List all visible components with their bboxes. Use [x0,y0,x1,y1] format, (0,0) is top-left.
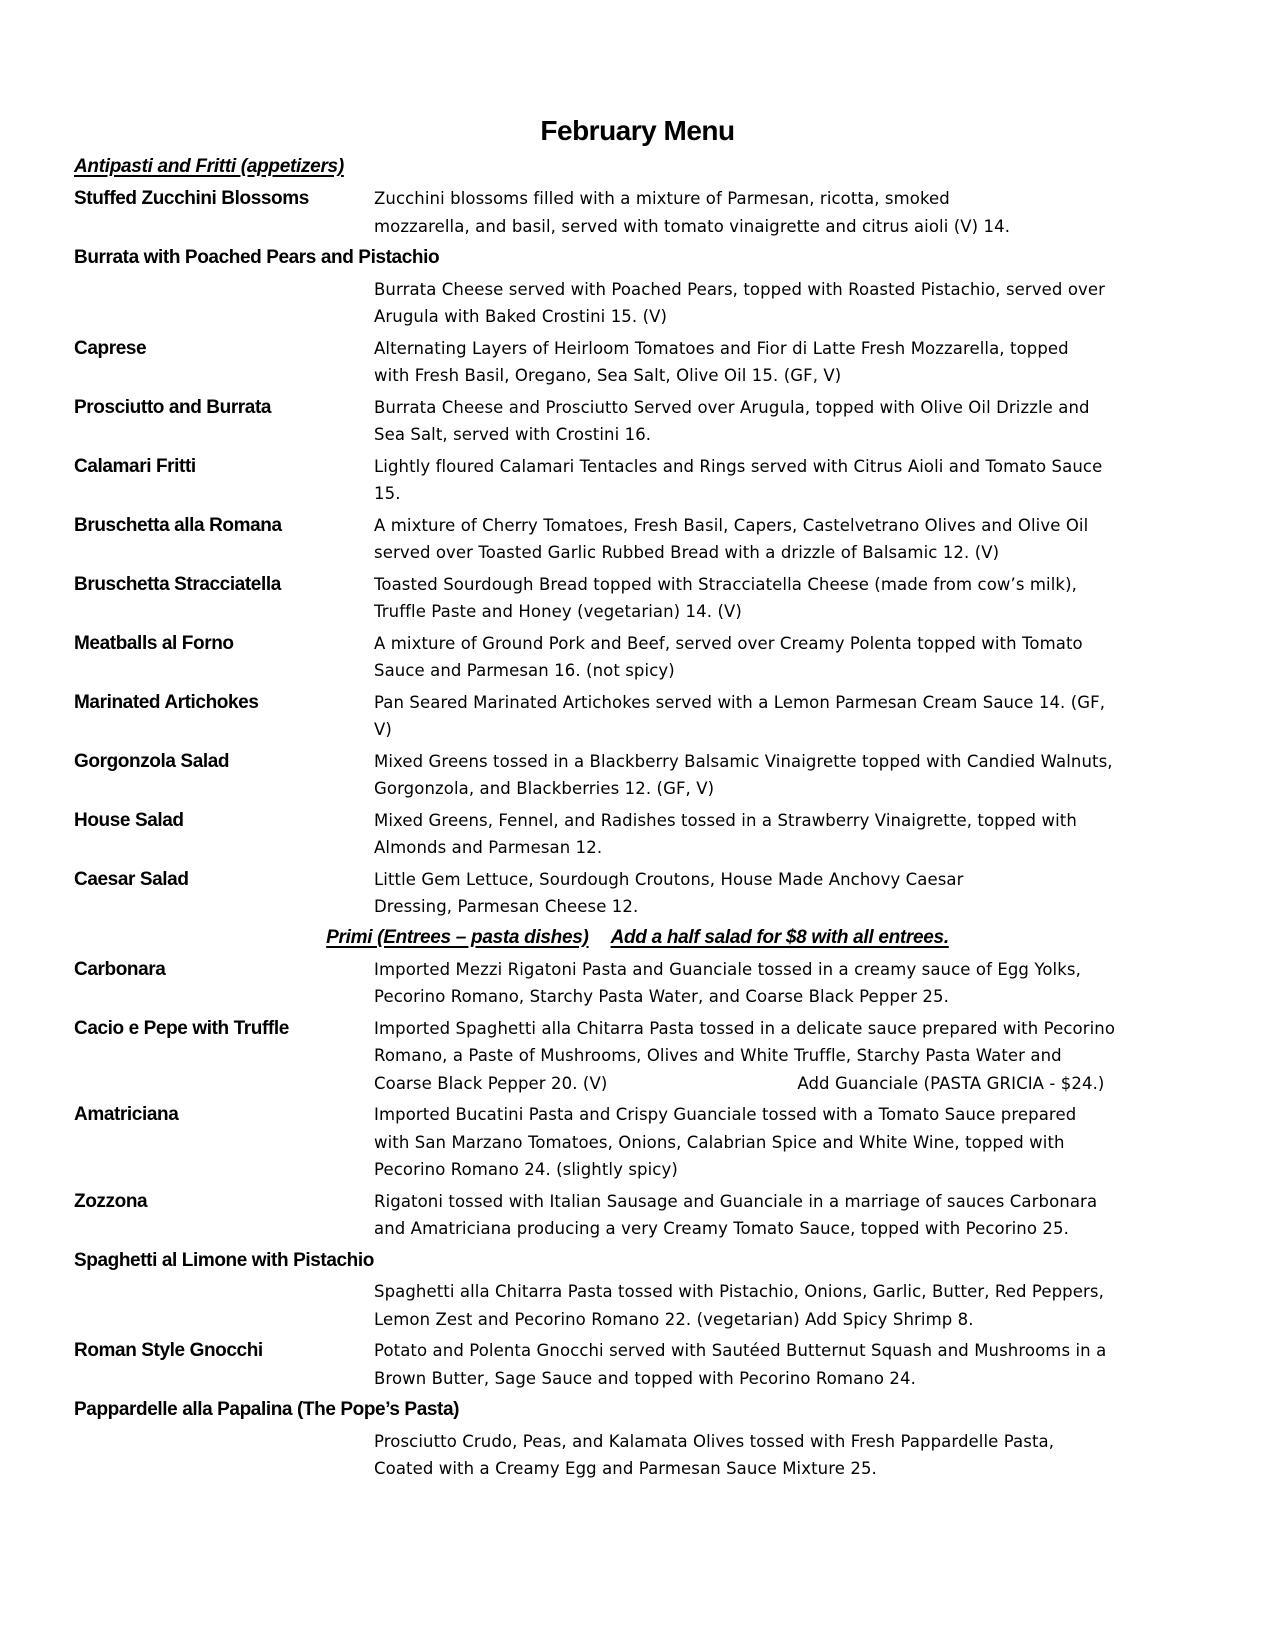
item-description [374,866,1204,921]
description-line: Toasted Sourdough Bread topped with Stracciatella Cheese (made from cow’s milk), [374,574,1077,594]
description-line: Truffle Paste and Honey (vegetarian) 14. (V) [374,602,742,621]
section-heading-antipasti: Antipasti and Fritti (appetizers) [74,156,344,177]
section-heading-primi [0,926,1275,950]
item-name: Bruschetta Stracciatella [74,573,281,595]
item-description [374,689,1204,744]
item-description [374,956,1204,1011]
description-line: Gorgonzola, and Blackberries 12. (GF, V) [374,779,715,798]
description-line: Pan Seared Marinated Artichokes served with a Lemon Parmesan Cream Sauce 14. (GF, [374,692,1106,712]
menu-item [74,512,1204,567]
item-description [374,748,1204,803]
description-line: Imported Mezzi Rigatoni Pasta and Guanciale tossed in a creamy sauce of Egg Yolks, [374,959,1081,979]
menu-item [74,1337,1204,1392]
menu-item [74,335,1204,390]
menu-item [74,1247,1204,1334]
item-description [374,1101,1204,1184]
item-name: Amatriciana [74,1104,179,1125]
description-line [374,1070,1204,1098]
item-name: Caprese [74,337,147,359]
description-line: Pecorino Romano 24. (slightly spicy) [374,1160,678,1179]
description-line: Lemon Zest and Pecorino Romano 22. (vegetarian) Add Spicy Shrimp 8. [374,1309,974,1329]
menu-item [74,807,1204,862]
menu-item [74,689,1204,744]
item-description [374,1188,1204,1243]
item-description [374,512,1204,567]
description-line: Imported Bucatini Pasta and Crispy Guanciale tossed with a Tomato Sauce prepared [374,1105,1077,1124]
description-line: Mixed Greens, Fennel, and Radishes tossed in a Strawberry Vinaigrette, topped with [374,810,1077,830]
item-description [374,1015,1204,1098]
item-description [374,335,1204,390]
item-description [374,1337,1204,1392]
menu-item [74,748,1204,803]
item-name: Marinated Artichokes [74,691,259,713]
description-line: with Fresh Basil, Oregano, Sea Salt, Olive Oil 15. (GF, V) [374,366,842,385]
add-on-note: Add Guanciale (PASTA GRICIA - $24.) [797,1073,1105,1093]
description-line: Sauce and Parmesan 16. (not spicy) [374,661,675,680]
item-description [374,571,1204,626]
description-line: Prosciutto Crudo, Peas, and Kalamata Olives tossed with Fresh Pappardelle Pasta, [374,1431,1055,1451]
item-description [374,1428,1204,1483]
description-line: served over Toasted Garlic Rubbed Bread with a drizzle of Balsamic 12. (V) [374,543,1000,562]
item-name: Prosciutto and Burrata [74,396,272,418]
description-line: Pecorino Romano, Starchy Pasta Water, and Coarse Black Pepper 25. [374,987,949,1006]
item-name: Cacio e Pepe with Truffle [74,1017,289,1039]
description-line: V) [374,720,392,739]
menu-item [74,453,1204,508]
menu-item [74,1015,1204,1098]
item-description [374,453,1204,508]
description-line: Burrata Cheese and Prosciutto Served over Arugula, topped with Olive Oil Drizzle and [374,397,1090,417]
page-title: February Menu [540,115,735,146]
description-line: Alternating Layers of Heirloom Tomatoes and Fior di Latte Fresh Mozzarella, topped [374,338,1069,358]
item-description [374,276,1204,331]
item-description [374,185,1204,240]
description-line: Almonds and Parmesan 12. [374,838,603,857]
description-line: mozzarella, and basil, served with tomato vinaigrette and citrus aioli (V) 14. [374,216,1011,236]
description-line: with San Marzano Tomatoes, Onions, Calabrian Spice and White Wine, topped with [374,1132,1065,1152]
description-line: A mixture of Cherry Tomatoes, Fresh Basil, Capers, Castelvetrano Olives and Olive Oil [374,515,1089,535]
description-line: Sea Salt, served with Crostini 16. [374,425,652,444]
primi-heading-label: Primi (Entrees – pasta dishes) [326,926,589,948]
description-line: Arugula with Baked Crostini 15. (V) [374,307,668,326]
description-line: Lightly floured Calamari Tentacles and Rings served with Citrus Aioli and Tomato Sauce [374,456,1103,476]
description-line: Zucchini blossoms filled with a mixture of Parmesan, ricotta, smoked [374,189,950,208]
item-description [374,394,1204,449]
description-line: Little Gem Lettuce, Sourdough Croutons, House Made Anchovy Caesar [374,869,964,889]
item-name: Burrata with Poached Pears and Pistachio [74,247,440,268]
description-line: Imported Spaghetti alla Chitarra Pasta tossed in a delicate sauce prepared with Pecorino [374,1018,1116,1038]
description-line: Brown Butter, Sage Sauce and topped with Pecorino Romano 24. [374,1368,916,1388]
description-line: Mixed Greens tossed in a Blackberry Balsamic Vinaigrette topped with Candied Walnuts, [374,751,1113,771]
description-line: Rigatoni tossed with Italian Sausage and Guanciale in a marriage of sauces Carbonara [374,1191,1098,1211]
description-line: Spaghetti alla Chitarra Pasta tossed with Pistachio, Onions, Garlic, Butter, Red Peppers, [374,1282,1104,1301]
menu-item [74,1101,1204,1184]
menu-item [74,630,1204,685]
item-name: Meatballs al Forno [74,632,234,654]
item-description [374,807,1204,862]
item-name: Pappardelle alla Papalina (The Pope’s Pasta) [74,1399,460,1420]
menu-item [74,1188,1204,1243]
menu-item [74,866,1204,921]
menu-item [74,1396,1204,1483]
item-description [374,1278,1204,1333]
menu-item [74,956,1204,1011]
menu-item [74,571,1204,626]
description-line: Dressing, Parmesan Cheese 12. [374,897,639,916]
menu-item [74,244,1204,331]
description-line: 15. [374,484,401,503]
description-line: A mixture of Ground Pork and Beef, served over Creamy Polenta topped with Tomato [374,633,1083,653]
item-name: Roman Style Gnocchi [74,1340,263,1361]
item-name: Stuffed Zucchini Blossoms [74,188,309,209]
item-name: Carbonara [74,958,166,980]
item-name: Caesar Salad [74,868,189,890]
primi-heading-note: Add a half salad for $8 with all entrees. [610,926,949,948]
item-name: House Salad [74,809,184,831]
item-description [374,630,1204,685]
item-name: Zozzona [74,1190,148,1212]
description-line-text: Coarse Black Pepper 20. (V) [374,1073,608,1093]
description-line: Potato and Polenta Gnocchi served with Sautéed Butternut Squash and Mushrooms in a [374,1341,1107,1360]
menu-item [74,185,1204,240]
item-name: Calamari Fritti [74,455,196,477]
description-line: and Amatriciana producing a very Creamy Tomato Sauce, topped with Pecorino 25. [374,1219,1069,1238]
menu-item [74,394,1204,449]
description-line: Burrata Cheese served with Poached Pears, topped with Roasted Pistachio, served over [374,279,1106,299]
menu-content [74,114,1204,1487]
description-line: Coated with a Creamy Egg and Parmesan Sauce Mixture 25. [374,1459,877,1478]
description-line: Romano, a Paste of Mushrooms, Olives and White Truffle, Starchy Pasta Water and [374,1046,1062,1065]
item-name: Gorgonzola Salad [74,750,230,772]
item-name: Bruschetta alla Romana [74,514,282,536]
item-name: Spaghetti al Limone with Pistachio [74,1249,374,1271]
